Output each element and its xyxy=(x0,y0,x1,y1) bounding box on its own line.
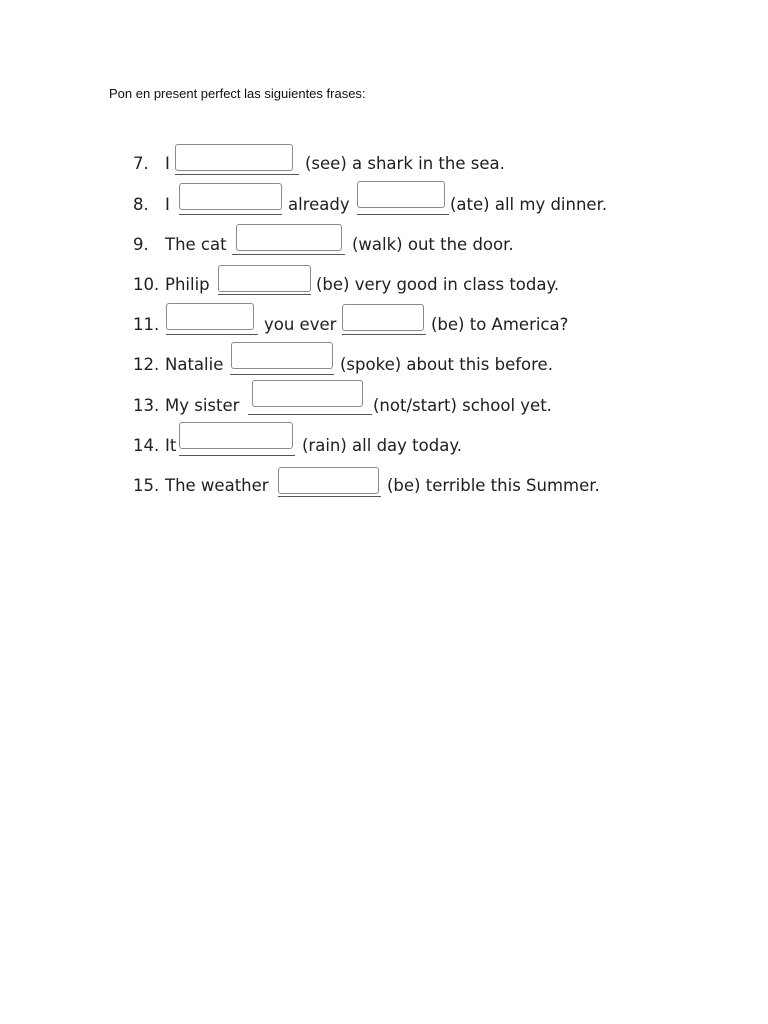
item-text-before: I xyxy=(165,154,170,173)
item-text-after: (be) very good in class today. xyxy=(316,275,560,294)
answer-underline xyxy=(232,254,345,255)
answer-blank-11a[interactable] xyxy=(166,303,254,330)
item-text-after: (see) a shark in the sea. xyxy=(305,154,505,173)
item-text-middle: already xyxy=(288,195,350,214)
item-text-after: (be) terrible this Summer. xyxy=(387,476,600,495)
item-text-after: (be) to America? xyxy=(431,315,569,334)
item-number: 12. xyxy=(133,355,160,374)
item-text-after: (walk) out the door. xyxy=(352,235,514,254)
item-text-before: It xyxy=(165,436,177,455)
instruction-text: Pon en present perfect las siguientes frases: xyxy=(109,86,366,101)
answer-blank-8a[interactable] xyxy=(179,183,282,210)
item-text-before: I xyxy=(165,195,170,214)
answer-underline xyxy=(278,496,381,497)
answer-underline xyxy=(248,414,372,415)
item-text-after: (ate) all my dinner. xyxy=(450,195,608,214)
answer-underline xyxy=(179,214,282,215)
answer-underline xyxy=(179,455,295,456)
item-text-before: My sister xyxy=(165,396,240,415)
item-number: 13. xyxy=(133,396,160,415)
answer-blank-8b[interactable] xyxy=(357,181,445,208)
item-number: 8. xyxy=(133,195,149,214)
answer-underline xyxy=(218,294,311,295)
answer-blank-10[interactable] xyxy=(218,265,311,292)
item-number: 14. xyxy=(133,436,160,455)
answer-underline xyxy=(357,214,449,215)
answer-blank-15[interactable] xyxy=(278,467,379,494)
item-text-after: (not/start) school yet. xyxy=(373,396,552,415)
item-text-after: (rain) all day today. xyxy=(302,436,462,455)
answer-blank-9[interactable] xyxy=(236,224,342,251)
answer-blank-14[interactable] xyxy=(179,422,293,449)
item-text-middle: you ever xyxy=(264,315,337,334)
item-number: 10. xyxy=(133,275,160,294)
answer-underline xyxy=(166,334,258,335)
item-text-before: The cat xyxy=(165,235,227,254)
item-text-before: Philip xyxy=(165,275,210,294)
answer-underline xyxy=(342,334,426,335)
item-text-before: Natalie xyxy=(165,355,224,374)
item-text-before: The weather xyxy=(165,476,269,495)
answer-blank-7[interactable] xyxy=(175,144,293,171)
item-number: 9. xyxy=(133,235,149,254)
item-text-after: (spoke) about this before. xyxy=(340,355,553,374)
item-number: 11. xyxy=(133,315,160,334)
item-number: 7. xyxy=(133,154,149,173)
answer-underline xyxy=(230,374,334,375)
answer-blank-13[interactable] xyxy=(252,380,363,407)
answer-blank-12[interactable] xyxy=(231,342,333,369)
item-number: 15. xyxy=(133,476,160,495)
answer-blank-11b[interactable] xyxy=(342,304,424,331)
answer-underline xyxy=(175,174,299,175)
